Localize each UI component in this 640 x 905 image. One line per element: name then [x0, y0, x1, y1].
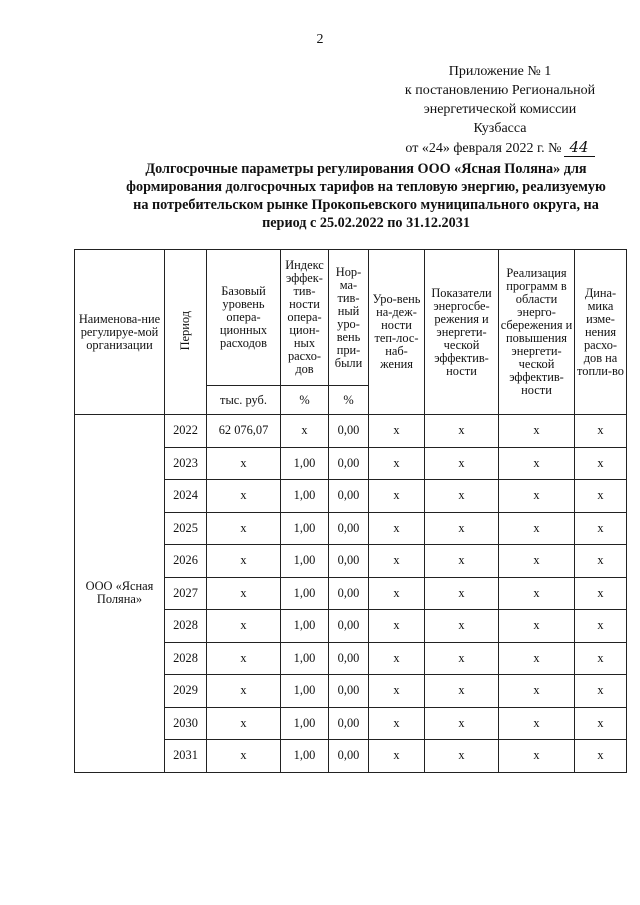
appendix-line-1: Приложение № 1: [448, 64, 552, 79]
header-energy: Показатели энергосбе-режения и энергети-ческой эффектив-ности: [425, 250, 499, 415]
cell-period: 2027: [165, 577, 207, 610]
cell-period: 2023: [165, 447, 207, 480]
title-line-4: период с 25.02.2022 по 31.12.2031: [262, 215, 470, 231]
cell-index: 1,00: [281, 675, 329, 708]
cell-dynamics: х: [575, 707, 627, 740]
header-dynamics: Дина-мика изме-нения расхо-дов на топли-во: [575, 250, 627, 415]
cell-index: 1,00: [281, 707, 329, 740]
cell-reliab: х: [369, 447, 425, 480]
cell-programs: х: [499, 415, 575, 448]
cell-dynamics: х: [575, 480, 627, 513]
header-reliability: Уро-вень на-деж-ности теп-лос-наб-жения: [369, 250, 425, 415]
cell-index: 1,00: [281, 480, 329, 513]
cell-norm: 0,00: [329, 545, 369, 578]
cell-dynamics: х: [575, 610, 627, 643]
cell-norm: 0,00: [329, 447, 369, 480]
cell-reliab: х: [369, 610, 425, 643]
cell-reliab: х: [369, 415, 425, 448]
cell-reliab: х: [369, 512, 425, 545]
cell-norm: 0,00: [329, 610, 369, 643]
cell-period: 2028: [165, 610, 207, 643]
cell-norm: 0,00: [329, 415, 369, 448]
cell-base: х: [207, 577, 281, 610]
cell-base: х: [207, 642, 281, 675]
header-org: Наименова-ние регулируе-мой организации: [75, 250, 165, 415]
header-base: Базовый уровень опера-ционных расходов: [207, 250, 281, 386]
cell-norm: 0,00: [329, 675, 369, 708]
document-title: [108, 160, 624, 232]
cell-period: 2029: [165, 675, 207, 708]
cell-reliab: х: [369, 675, 425, 708]
cell-period: 2030: [165, 707, 207, 740]
title-line-2: формирования долгосрочных тарифов на тепловую энергию, реализуемую: [126, 179, 606, 195]
cell-period: 2026: [165, 545, 207, 578]
cell-programs: х: [499, 610, 575, 643]
cell-norm: 0,00: [329, 642, 369, 675]
header-index: Индекс эффек-тив-ности опера-цион-ных расхо-дов: [281, 250, 329, 386]
cell-energy: х: [425, 447, 499, 480]
cell-norm: 0,00: [329, 480, 369, 513]
cell-programs: х: [499, 545, 575, 578]
cell-energy: х: [425, 707, 499, 740]
cell-energy: х: [425, 740, 499, 773]
cell-index: х: [281, 415, 329, 448]
header-programs: Реализация программ в области энерго-сбережения и повышения энергети-ческой эффектив-ности: [499, 250, 575, 415]
cell-period: 2028: [165, 642, 207, 675]
cell-base: х: [207, 545, 281, 578]
appendix-line-2: к постановлению Региональной: [404, 83, 596, 98]
cell-programs: х: [499, 512, 575, 545]
cell-period: 2024: [165, 480, 207, 513]
cell-energy: х: [425, 480, 499, 513]
cell-index: 1,00: [281, 447, 329, 480]
cell-reliab: х: [369, 707, 425, 740]
cell-reliab: х: [369, 642, 425, 675]
appendix-date-line: [380, 138, 620, 158]
cell-base: х: [207, 447, 281, 480]
header-period-text: Период: [178, 310, 192, 351]
cell-base: х: [207, 610, 281, 643]
cell-norm: 0,00: [329, 512, 369, 545]
cell-programs: х: [499, 577, 575, 610]
cell-index: 1,00: [281, 610, 329, 643]
cell-energy: х: [425, 415, 499, 448]
cell-reliab: х: [369, 740, 425, 773]
cell-base: 62 076,07: [207, 415, 281, 448]
title-line-1: Долгосрочные параметры регулирования ООО «Ясная Поляна» для: [145, 161, 587, 177]
cell-base: х: [207, 675, 281, 708]
appendix-line-4: Кузбасса: [473, 121, 527, 136]
cell-base: х: [207, 740, 281, 773]
unit-index: %: [281, 386, 329, 415]
cell-dynamics: х: [575, 415, 627, 448]
cell-index: 1,00: [281, 577, 329, 610]
cell-dynamics: х: [575, 545, 627, 578]
cell-index: 1,00: [281, 740, 329, 773]
header-norm: Нор-ма-тив-ный уро-вень при-были: [329, 250, 369, 386]
cell-index: 1,00: [281, 545, 329, 578]
cell-programs: х: [499, 675, 575, 708]
cell-reliab: х: [369, 480, 425, 513]
header-period: [165, 250, 207, 415]
title-line-3: на потребительском рынке Прокопьевского муниципального округа, на: [133, 197, 599, 213]
cell-dynamics: х: [575, 642, 627, 675]
appendix-line-3: энергетической комиссии: [423, 102, 577, 117]
page-number: 2: [316, 32, 324, 47]
cell-dynamics: х: [575, 740, 627, 773]
cell-energy: х: [425, 545, 499, 578]
resolution-number: 44: [564, 138, 595, 157]
cell-energy: х: [425, 577, 499, 610]
parameters-table: [74, 249, 627, 773]
cell-period: 2022: [165, 415, 207, 448]
cell-base: х: [207, 512, 281, 545]
cell-energy: х: [425, 675, 499, 708]
cell-dynamics: х: [575, 577, 627, 610]
appendix-block: [380, 62, 620, 158]
table-row: [75, 415, 627, 448]
cell-energy: х: [425, 642, 499, 675]
cell-programs: х: [499, 707, 575, 740]
cell-programs: х: [499, 642, 575, 675]
cell-norm: 0,00: [329, 707, 369, 740]
cell-period: 2025: [165, 512, 207, 545]
appendix-date-text: от «24» февраля 2022 г. №: [405, 141, 562, 156]
cell-norm: 0,00: [329, 740, 369, 773]
cell-index: 1,00: [281, 512, 329, 545]
cell-energy: х: [425, 512, 499, 545]
organization-cell: ООО «Ясная Поляна»: [75, 415, 165, 773]
cell-norm: 0,00: [329, 577, 369, 610]
cell-energy: х: [425, 610, 499, 643]
cell-programs: х: [499, 740, 575, 773]
cell-dynamics: х: [575, 675, 627, 708]
cell-dynamics: х: [575, 447, 627, 480]
cell-reliab: х: [369, 577, 425, 610]
unit-norm: %: [329, 386, 369, 415]
cell-programs: х: [499, 447, 575, 480]
cell-reliab: х: [369, 545, 425, 578]
unit-base: тыс. руб.: [207, 386, 281, 415]
cell-base: х: [207, 707, 281, 740]
cell-base: х: [207, 480, 281, 513]
cell-period: 2031: [165, 740, 207, 773]
cell-programs: х: [499, 480, 575, 513]
cell-dynamics: х: [575, 512, 627, 545]
cell-index: 1,00: [281, 642, 329, 675]
